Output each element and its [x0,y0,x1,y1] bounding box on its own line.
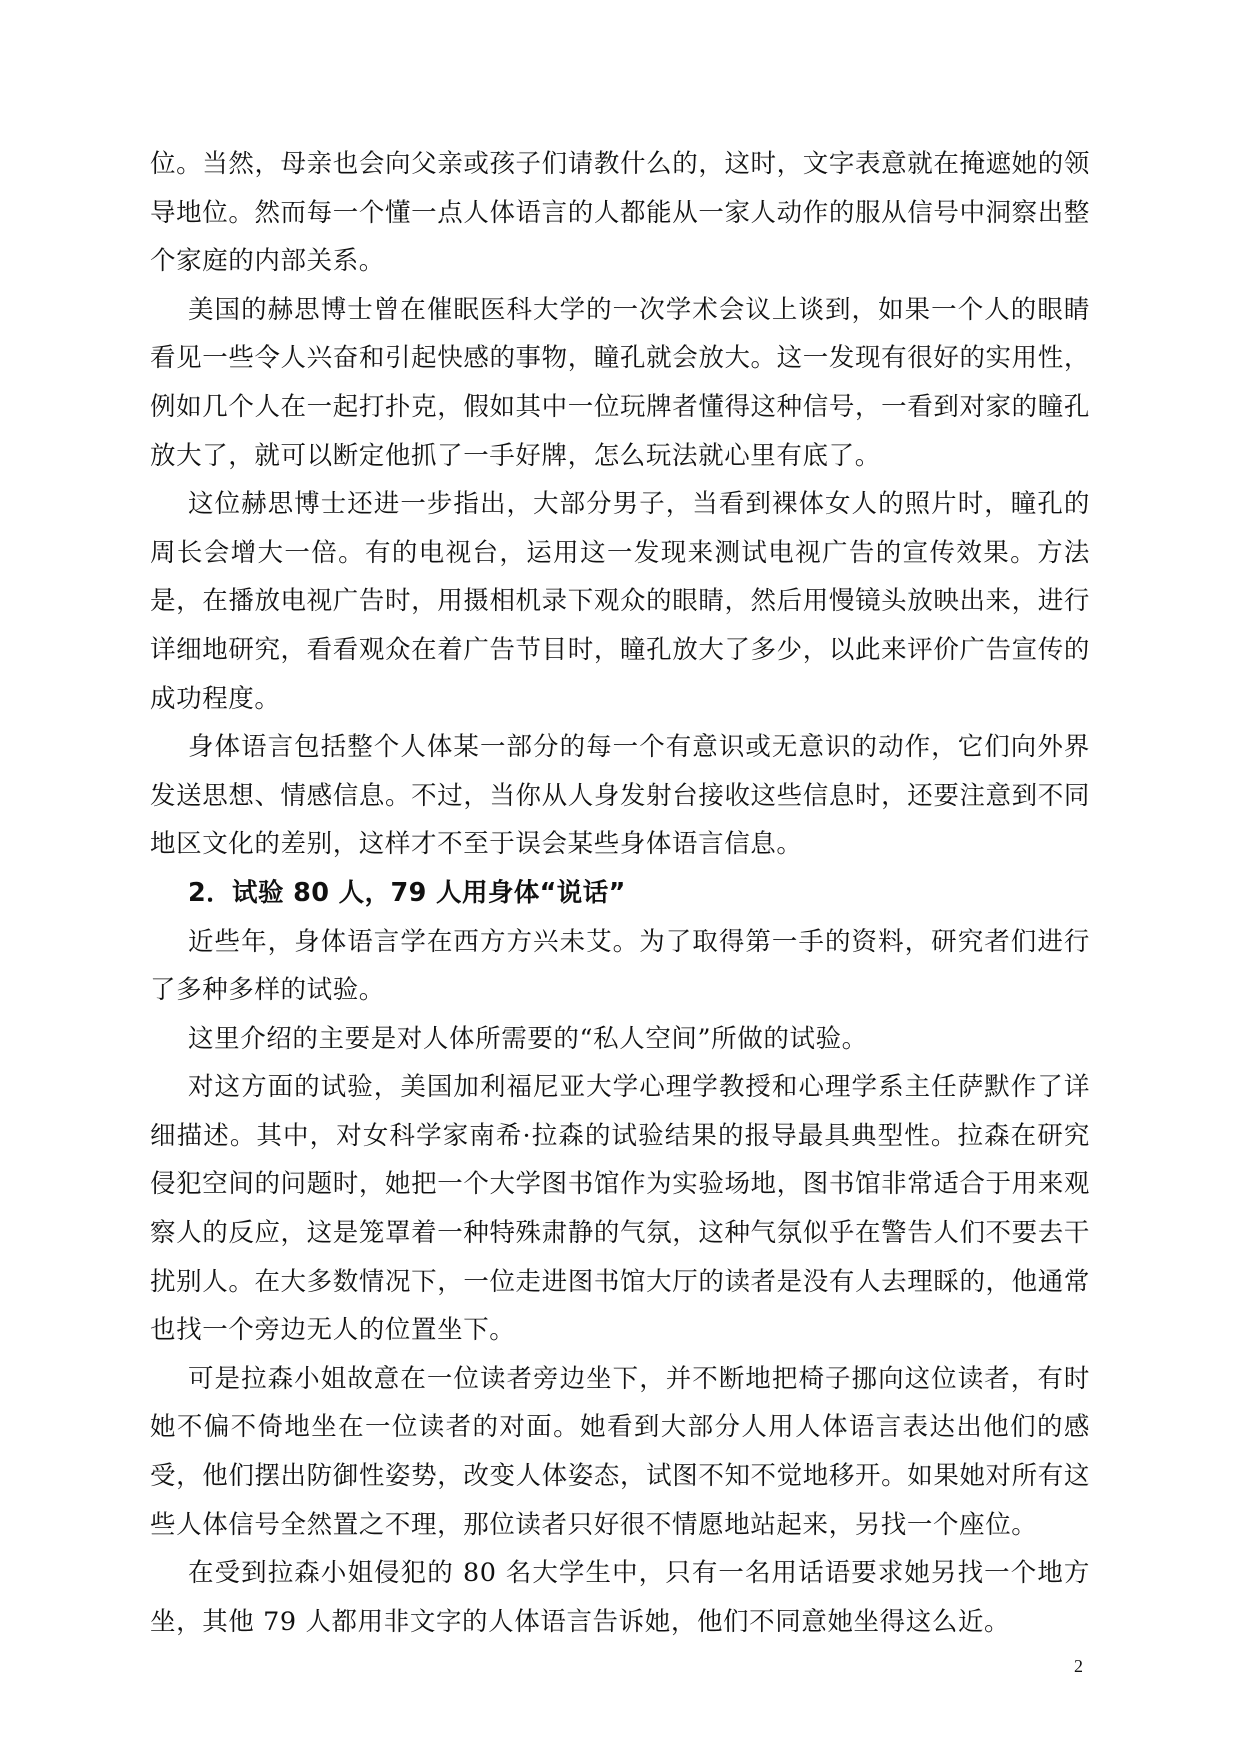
paragraph-7: 对这方面的试验，美国加利福尼亚大学心理学教授和心理学系主任萨默作了详细描述。其中，对女科学家南希·拉森的试验结果的报导最具典型性。拉森在研究侵犯空间的问题时，她把一个大学图书馆作为实验场地，图书馆非常适合于用来观察人的反应，这是笼罩着一种特殊肃静的气氛，这种气氛似乎在警告人们不要去干扰别人。在大多数情况下，一位走进图书馆大厅的读者是没有人去理睬的，他通常也找一个旁边无人的位置坐下。 [150,1072,1090,1346]
paragraph-4: 身体语言包括整个人体某一部分的每一个有意识或无意识的动作，它们向外界发送思想、情感信息。不过，当你从人身发射台接收这些信息时，还要注意到不同地区文化的差别，这样才不至于误会某些身体语言信息。 [150,732,1090,860]
paragraph-9: 在受到拉森小姐侵犯的 80 名大学生中，只有一名用话语要求她另找一个地方坐，其他 79 人都用非文字的人体语言告诉她，他们不同意她坐得这么近。 [150,1558,1090,1637]
paragraph-5: 近些年，身体语言学在西方方兴未艾。为了取得第一手的资料，研究者们进行了多种多样的试验。 [150,926,1090,1006]
document-page [150,140,1090,1646]
paragraph-3: 这位赫思博士还进一步指出，大部分男子，当看到裸体女人的照片时，瞳孔的周长会增大一倍。有的电视台，运用这一发现来测试电视广告的宣传效果。方法是，在播放电视广告时，用摄相机录下观众的眼睛，然后用慢镜头放映出来，进行详细地研究，看看观众在着广告节目时，瞳孔放大了多少，以此来评价广告宣传的成功程度。 [150,489,1090,714]
page-number: 2 [1074,1656,1083,1676]
paragraph-2: 美国的赫思博士曾在催眠医科大学的一次学术会议上谈到，如果一个人的眼睛看见一些令人兴奋和引起快感的事物，瞳孔就会放大。这一发现有很好的实用性，例如几个人在一起打扑克，假如其中一位玩牌者懂得这种信号，一看到对家的瞳孔放大了，就可以断定他抓了一手好牌，怎么玩法就心里有底了。 [150,294,1090,471]
paragraph-6: 这里介绍的主要是对人体所需要的“私人空间”所做的试验。 [188,1023,868,1054]
section-heading: 2．试验 80 人，79 人用身体“说话” [188,877,626,908]
paragraph-8: 可是拉森小姐故意在一位读者旁边坐下，并不断地把椅子挪向这位读者，有时她不偏不倚地坐在一位读者的对面。她看到大部分人用人体语言表达出他们的感受，他们摆出防御性姿势，改变人体姿态，试图不知不觉地移开。如果她对所有这些人体信号全然置之不理，那位读者只好很不情愿地站起来，另找一个座位。 [150,1363,1090,1540]
paragraph-1: 位。当然，母亲也会向父亲或孩子们请教什么的，这时，文字表意就在掩遮她的领导地位。然而每一个懂一点人体语言的人都能从一家人动作的服从信号中洞察出整个家庭的内部关系。 [150,149,1090,277]
